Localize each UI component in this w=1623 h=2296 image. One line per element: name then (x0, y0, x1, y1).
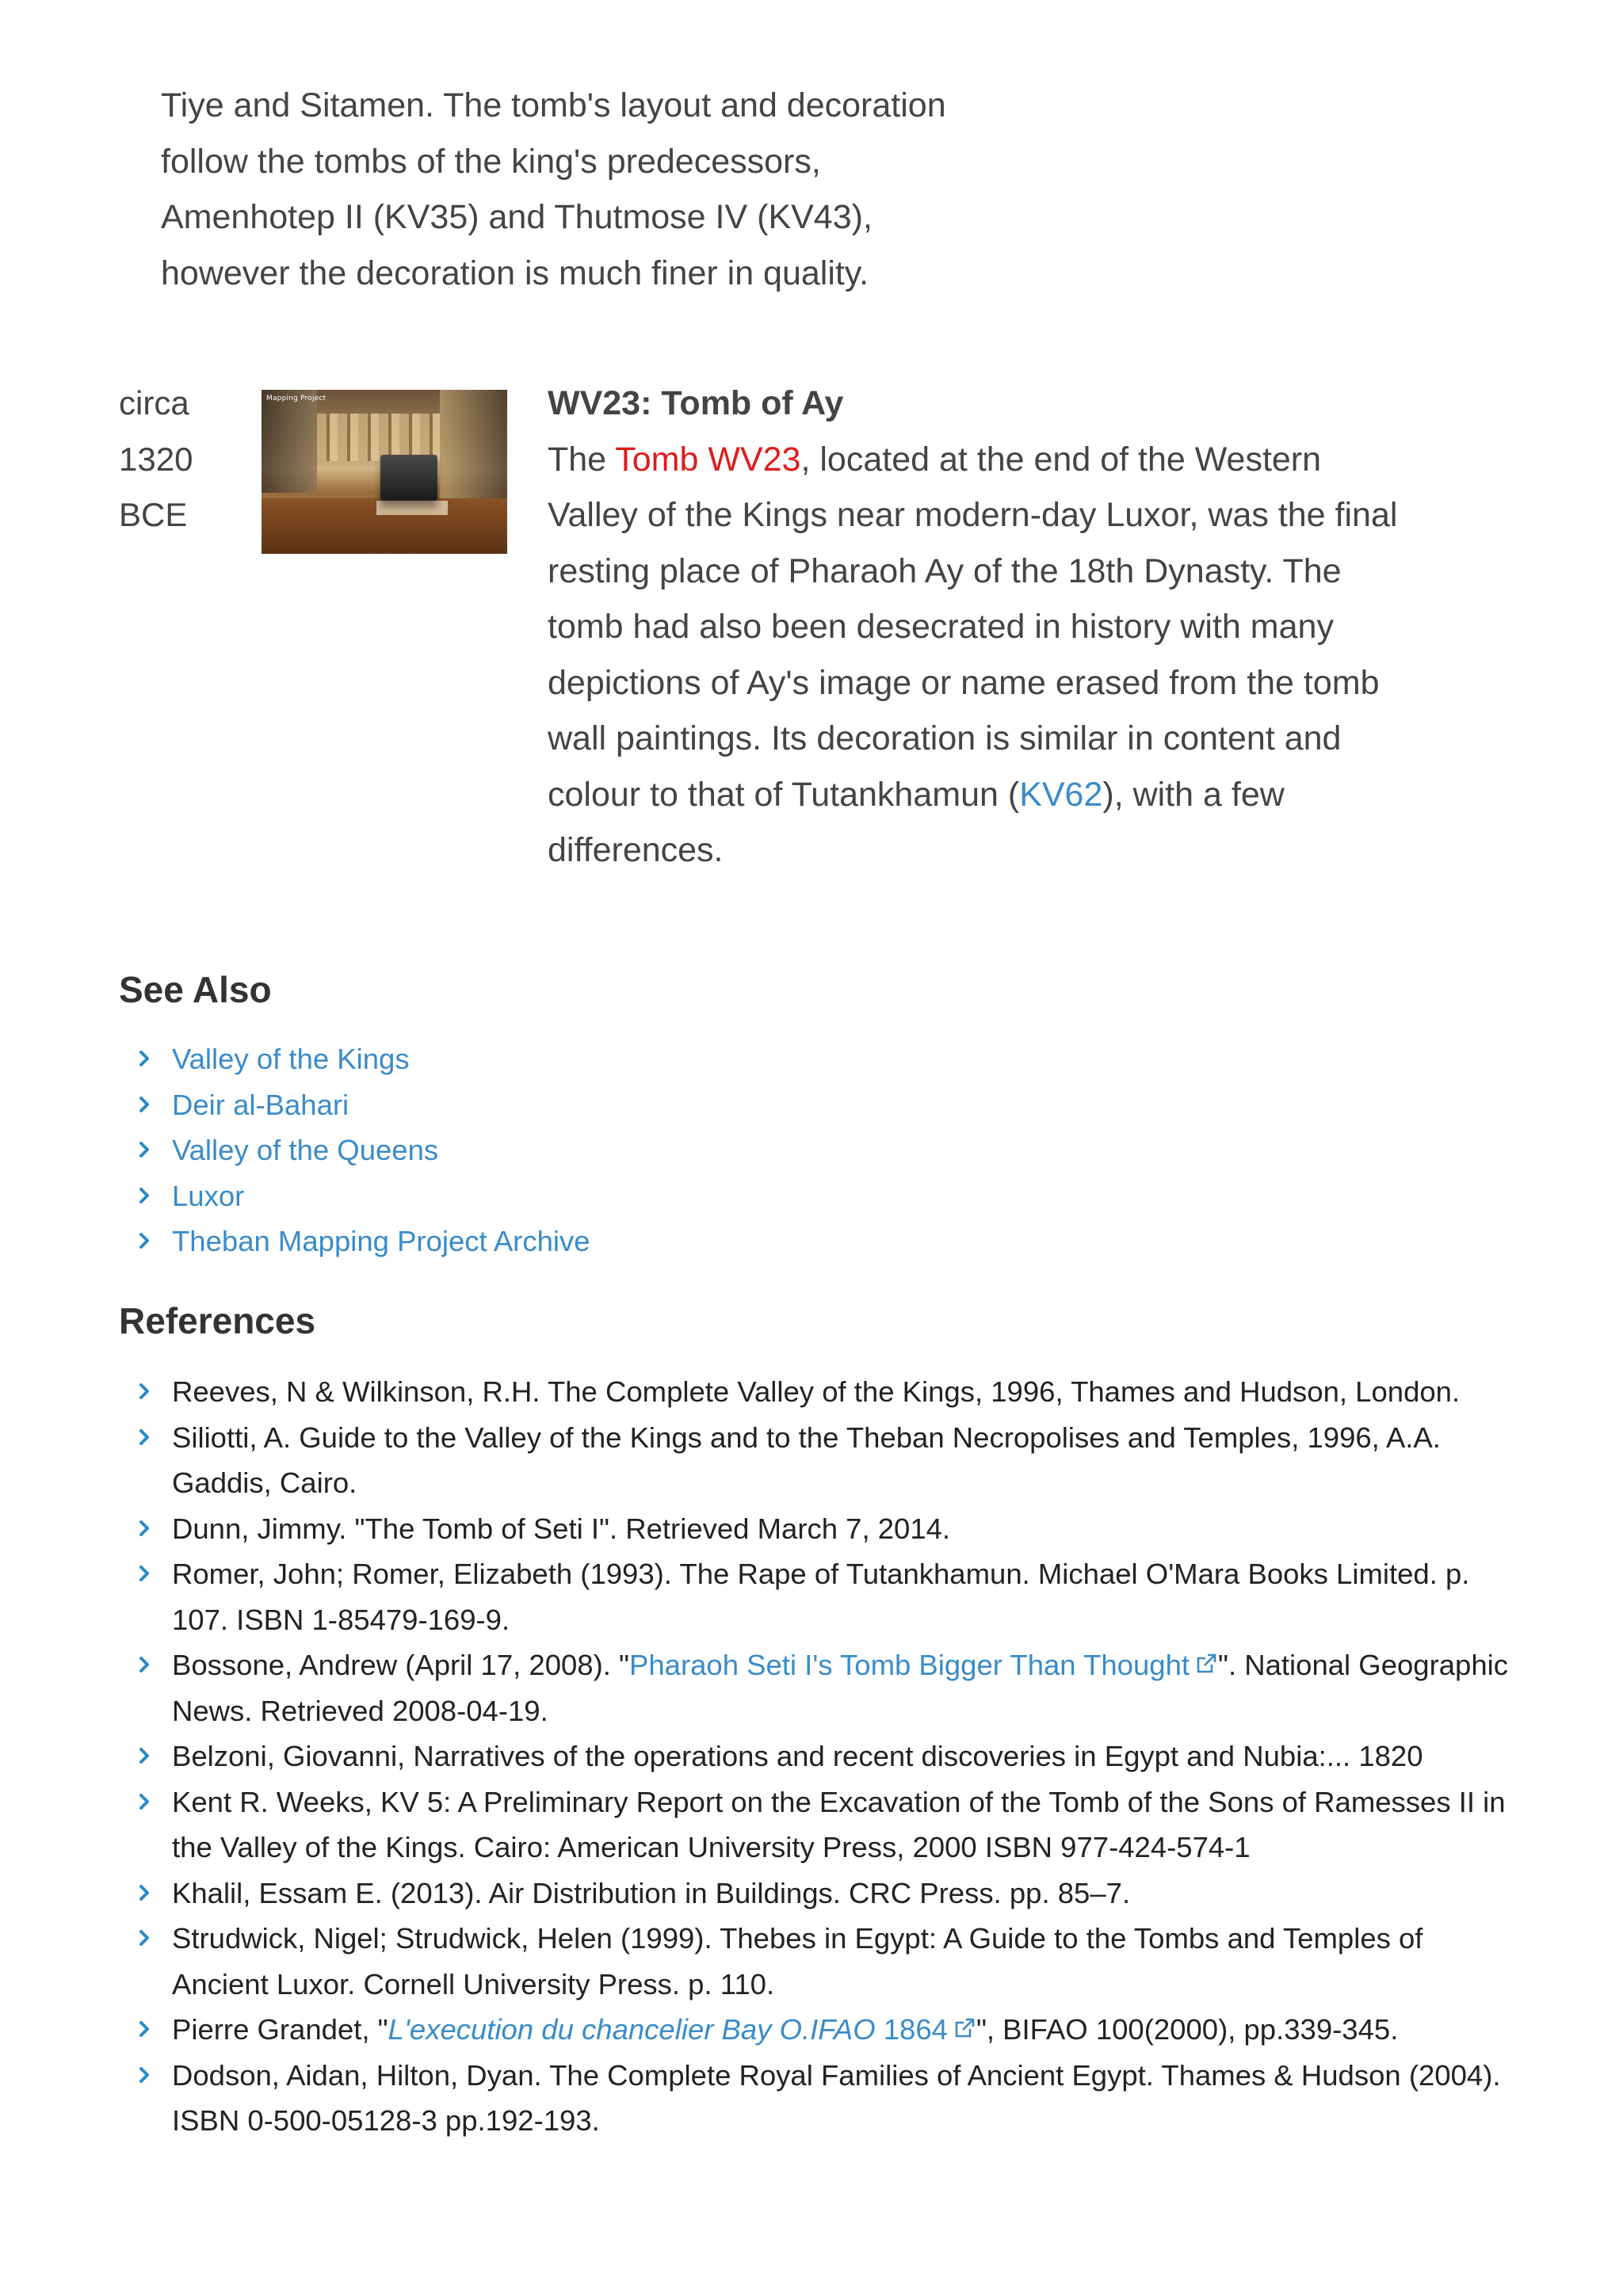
link-text: 1864 (875, 2013, 948, 2046)
see-also-link[interactable]: Luxor (172, 1179, 245, 1212)
external-link-icon (953, 2016, 976, 2040)
tomb-thumbnail-image[interactable] (262, 390, 507, 554)
reference-item (119, 1369, 1514, 1415)
intro-line: follow the tombs of the king's predecessors, (161, 142, 821, 181)
reference-item (119, 1551, 1514, 1642)
reference-item (119, 1642, 1514, 1733)
reference-text: Pierre Grandet, " (172, 2013, 388, 2046)
reference-item (119, 1871, 1514, 1917)
intro-line: Amenhotep II (KV35) and Thutmose IV (KV43), (161, 198, 873, 236)
image-watermark: Mapping Project (266, 395, 327, 402)
date-line: 1320 (119, 440, 193, 478)
reference-text: Dodson, Aidan, Hilton, Dyan. The Complete Royal Families of Ancient Egypt. Thames & Hudson (2004). ISBN 0-500-05128-3 pp.192-193. (172, 2058, 1501, 2137)
chevron-right-icon (138, 2007, 154, 2051)
see-also-heading: See Also (119, 969, 272, 1010)
list-item (119, 1127, 590, 1173)
reference-text: Strudwick, Nigel; Strudwick, Helen (1999). Thebes in Egypt: A Guide to the Tombs and Temples of Ancient Luxor. Cornell University Press. p. 110. (172, 1922, 1423, 2000)
list-item (119, 1036, 590, 1082)
chevron-right-icon (138, 1219, 154, 1263)
description-text: ), with a few differences. (548, 775, 1285, 869)
image-wall-painting (317, 414, 440, 461)
reference-text: ", BIFAO 100(2000), pp.339-345. (976, 2013, 1399, 2046)
chevron-right-icon (138, 1779, 154, 1824)
reference-text: Bossone, Andrew (April 17, 2008). " (172, 1649, 629, 1681)
reference-text: Reeves, N & Wilkinson, R.H. The Complete Valley of the Kings, 1996, Thames and Hudson, London. (172, 1375, 1461, 1408)
entry-title: WV23: Tomb of Ay (548, 384, 844, 422)
list-item (119, 1219, 590, 1264)
kv62-link[interactable]: KV62 (1019, 775, 1103, 814)
chevron-right-icon (138, 1082, 154, 1127)
reference-text: Khalil, Essam E. (2013). Air Distribution in Buildings. CRC Press. pp. 85–7. (172, 1876, 1131, 1909)
reference-text: Dunn, Jimmy. "The Tomb of Seti I". Retrieved March 7, 2014. (172, 1512, 951, 1545)
chevron-right-icon (138, 1733, 154, 1778)
image-wall-left (262, 390, 317, 493)
reference-item (119, 2053, 1514, 2144)
link-text: Pharaoh Seti I's Tomb Bigger Than Thought (629, 1649, 1190, 1681)
entry-date (119, 376, 193, 543)
see-also-link[interactable]: Deir al-Bahari (172, 1088, 349, 1121)
external-link-icon (1194, 1652, 1218, 1676)
intro-line: however the decoration is much finer in quality. (161, 254, 869, 292)
reference-item (119, 1779, 1514, 1871)
list-item (119, 1082, 590, 1128)
reference-text: Kent R. Weeks, KV 5: A Preliminary Report on the Excavation of the Tomb of the Sons of Ramesses II in the Valley of the Kings. Cairo: American University Press, 2000 ISBN 977-424-574-1 (172, 1785, 1506, 1863)
chevron-right-icon (138, 1916, 154, 1960)
reference-item (119, 1506, 1514, 1552)
see-also-list (119, 1036, 590, 1264)
external-reference-link[interactable] (629, 1649, 1218, 1681)
external-reference-link[interactable] (388, 2013, 976, 2046)
reference-item (119, 1733, 1514, 1779)
entry-body (548, 376, 1419, 879)
chevron-right-icon (138, 1551, 154, 1596)
reference-item (119, 2007, 1514, 2053)
reference-text: ". National Geographic News. Retrieved 2008-04-19. (172, 1649, 1509, 1727)
reference-text: Belzoni, Giovanni, Narratives of the operations and recent discoveries in Egypt and Nubia:... 1820 (172, 1740, 1423, 1772)
list-item (119, 1173, 590, 1219)
entry-description (548, 432, 1419, 879)
chevron-right-icon (138, 1506, 154, 1550)
description-text: The (548, 440, 616, 479)
chevron-right-icon (138, 1036, 154, 1081)
reference-item (119, 1916, 1514, 2007)
intro-line: Tiye and Sitamen. The tomb's layout and decoration (161, 86, 946, 124)
see-also-link[interactable]: Valley of the Queens (172, 1134, 439, 1166)
chevron-right-icon (138, 2053, 154, 2097)
image-sarcophagus (380, 455, 437, 501)
see-also-link[interactable]: Theban Mapping Project Archive (172, 1225, 590, 1257)
chevron-right-icon (138, 1415, 154, 1459)
date-line: circa (119, 384, 189, 421)
reference-text: Romer, John; Romer, Elizabeth (1993). The Rape of Tutankhamun. Michael O'Mara Books Limited. p. 107. ISBN 1-85479-169-9. (172, 1558, 1470, 1636)
image-light (376, 501, 448, 515)
chevron-right-icon (138, 1369, 154, 1413)
see-also-link[interactable]: Valley of the Kings (172, 1043, 410, 1075)
description-text: , located at the end of the Western Valley of the Kings near modern-day Luxor, was the final resting place of Pharaoh Ay of the 18th Dynasty. The tomb had also been desecrated in history with many depictions of Ay's image or name erased from the tomb wall paintings. Its decoration is similar in content and colour to that of Tutankhamun ( (548, 440, 1398, 814)
chevron-right-icon (138, 1173, 154, 1218)
chevron-right-icon (138, 1127, 154, 1172)
references-heading: References (119, 1300, 316, 1341)
link-text-italic: L'execution du chancelier Bay O.IFAO (388, 2013, 876, 2046)
date-line: BCE (119, 496, 188, 533)
reference-item (119, 1415, 1514, 1506)
chevron-right-icon (138, 1642, 154, 1687)
intro-paragraph (161, 78, 1072, 301)
chevron-right-icon (138, 1871, 154, 1915)
reference-text: Siliotti, A. Guide to the Valley of the Kings and to the Theban Necropolises and Temples, 1996, A.A. Gaddis, Cairo. (172, 1421, 1441, 1499)
tomb-wv23-link[interactable]: Tomb WV23 (615, 440, 801, 479)
references-list (119, 1369, 1514, 2144)
image-wall-right (440, 390, 507, 501)
